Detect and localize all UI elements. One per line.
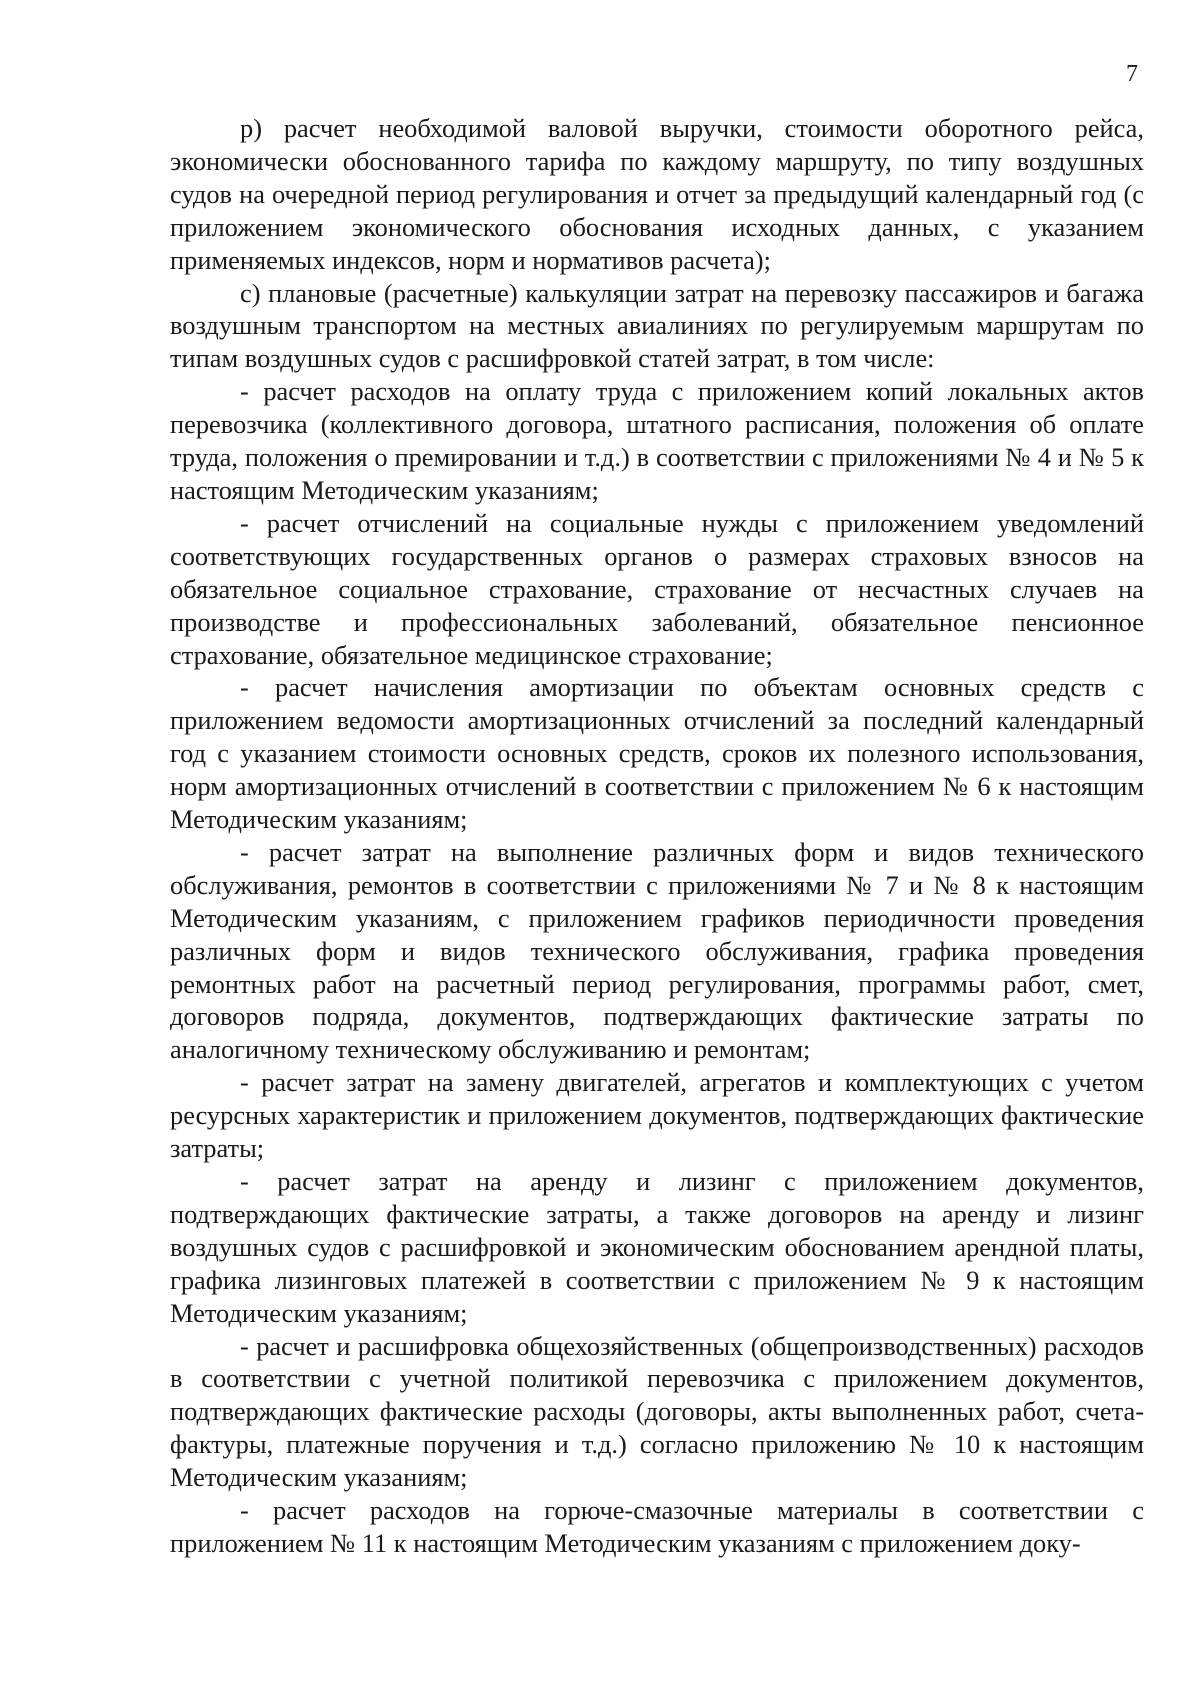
paragraph-item-s: с) плановые (расчетные) калькуляции затрат на перевозку пассажиров и багажа воздушным транспортом на местных авиалиниях по регулируемым маршрутам по типам воздушных судов с расшифровкой статей затрат, в том числе: bbox=[170, 277, 1144, 374]
paragraph-overhead: - расчет и расшифровка общехозяйственных (общепроизводственных) расходов в соответствии с учетной политикой перевозчика с приложением документов, подтверждающих фактические расходы (договоры, акты выполненных работ, счета-фактуры, платежные поручения и т.д.) согласно приложению № 10 к настоящим Методическим указаниям; bbox=[170, 1330, 1144, 1493]
paragraph-fuel: - расчет расходов на горюче-смазочные материалы в соответствии с приложением № 11 к настоящим Методическим указаниям с приложением доку- bbox=[170, 1495, 1144, 1558]
paragraph-lease: - расчет затрат на аренду и лизинг с приложением документов, подтверждающих фактические затраты, а также договоров на аренду и лизинг воздушных судов с расшифровкой и экономическим обоснованием арендной платы, графика лизинговых платежей в соответствии с приложением № 9 к настоящим Методическим указаниям; bbox=[170, 1166, 1144, 1328]
page-number: 7 bbox=[1126, 61, 1138, 87]
paragraph-engine-replacement: - расчет затрат на замену двигателей, агрегатов и комплектующих с учетом ресурсных характеристик и приложением документов, подтверждающих фактические затраты; bbox=[170, 1067, 1144, 1164]
paragraph-labor-costs: - расчет расходов на оплату труда с приложением копий локальных актов перевозчика (коллективного договора, штатного расписания, положения об оплате труда, положения о премировании и т.д.) в соответствии с приложениями № 4 и № 5 к настоящим Методическим указаниям; bbox=[170, 376, 1144, 505]
paragraph-maintenance: - расчет затрат на выполнение различных форм и видов технического обслуживания, ремонтов в соответствии с приложениями № 7 и № 8 к настоящим Методическим указаниям, с приложением графиков периодичности проведения различных форм и видов технического обслуживания, графика проведения ремонтных работ на расчетный период регулирования, программы работ, смет, договоров подряда, документов, подтверждающих фактические затраты по аналогичному техническому обслуживанию и ремонтам; bbox=[170, 836, 1144, 1065]
paragraph-item-r: р) расчет необходимой валовой выручки, стоимости оборотного рейса, экономически обоснованного тарифа по каждому маршруту, по типу воздушных судов на очередной период регулирования и отчет за предыдущий календарный год (с приложением экономического обоснования исходных данных, с указанием применяемых индексов, норм и нормативов расчета); bbox=[170, 113, 1144, 275]
paragraph-social-contributions: - расчет отчислений на социальные нужды с приложением уведомлений соответствующих государственных органов о размерах страховых взносов на обязательное социальное страхование, страхование от несчастных случаев на производстве и профессиональных заболеваний, обязательное пенсионное страхование, обязательное медицинское страхование; bbox=[170, 507, 1144, 670]
document-body bbox=[170, 112, 1144, 1560]
paragraph-depreciation: - расчет начисления амортизации по объектам основных средств с приложением ведомости амортизационных отчислений за последний календарный год с указанием стоимости основных средств, сроков их полезного использования, норм амортизационных отчислений в соответствии с приложением № 6 к настоящим Методическим указаниям; bbox=[170, 672, 1144, 835]
